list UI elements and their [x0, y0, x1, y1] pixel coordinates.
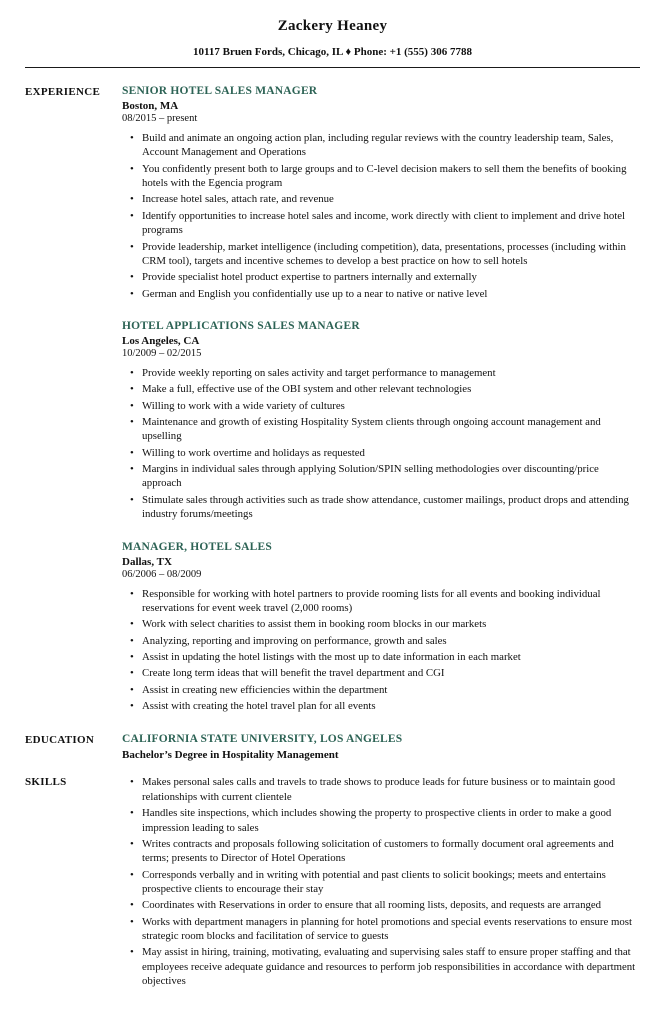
job-dates: 08/2015 – present	[122, 113, 198, 124]
bullet-item: • Work with select charities to assist them in booking room blocks in our markets	[128, 617, 640, 631]
job-location: Los Angeles, CA	[122, 334, 200, 347]
bullet-item: • Identify opportunities to increase hotel sales and income, work directly with client to implement and drive hotel programs	[128, 209, 640, 238]
experience-content	[122, 85, 640, 719]
job-bullet-list	[128, 366, 640, 522]
experience-section	[25, 85, 640, 719]
bullet-item: • Willing to work overtime and holidays as requested	[128, 446, 640, 460]
bullet-item: • Margins in individual sales through applying Solution/SPIN selling methodologies over discounting/price approach	[128, 462, 640, 491]
contact-line: 10117 Bruen Fords, Chicago, IL ♦ Phone: +1 (555) 306 7788	[193, 46, 472, 58]
bullet-item: • German and English you confidentially use up to a near to native or native level	[128, 287, 640, 301]
degree-name: Bachelor’s Degree in Hospitality Management	[122, 749, 339, 762]
candidate-name: Zackery Heaney	[277, 18, 388, 34]
skills-bullet-list	[128, 775, 640, 988]
bullet-item: • Coordinates with Reservations in order to ensure that all rooming lists, deposits, and requests are arranged	[128, 898, 640, 912]
bullet-item: • You confidently present both to large groups and to C-level decision makers to sell them the benefits of booking hotels with the Egencia program	[128, 162, 640, 191]
bullet-item: • Assist with creating the hotel travel plan for all events	[128, 699, 640, 713]
education-section	[25, 733, 640, 761]
bullet-item: • Provide leadership, market intelligence (including competition), data, presentations, processes (including within CRM tool), targets and incentive schemes to develop a best practice on how to sell hotels	[128, 240, 640, 269]
job-entry	[122, 541, 640, 714]
bullet-item: • Corresponds verbally and in writing with potential and past clients to solicit bookings; meets and entertains prospective clients to encourage their stay	[128, 868, 640, 897]
job-dates: 10/2009 – 02/2015	[122, 347, 202, 359]
section-label-experience: EXPERIENCE	[25, 86, 101, 98]
bullet-item: • Assist in creating new efficiencies within the department	[128, 683, 640, 697]
bullet-item: • Works with department managers in planning for hotel promotions and special events reservations to ensure most strategic room blocks and facilitation of service to guests	[128, 915, 640, 944]
job-location: Dallas, TX	[122, 555, 172, 568]
bullet-item: • Build and animate an ongoing action plan, including regular reviews with the country leadership team, Sales, Account Management and Operations	[128, 131, 640, 160]
section-label-skills: SKILLS	[25, 776, 67, 789]
school-name: CALIFORNIA STATE UNIVERSITY, LOS ANGELES	[122, 733, 403, 746]
job-bullet-list	[128, 131, 640, 301]
bullet-item: • Create long term ideas that will benefit the travel department and CGI	[128, 666, 640, 680]
job-location: Boston, MA	[122, 100, 179, 112]
job-entry	[122, 85, 640, 301]
bullet-item: • Stimulate sales through activities such as trade show attendance, customer mailings, product drops and attending industry forums/meetings	[128, 493, 640, 522]
job-entry	[122, 320, 640, 522]
bullet-item: • Willing to work with a wide variety of cultures	[128, 399, 640, 413]
header-divider	[25, 67, 640, 68]
bullet-item: • Increase hotel sales, attach rate, and revenue	[128, 192, 640, 206]
resume-header	[25, 10, 640, 58]
section-label-education: EDUCATION	[25, 734, 95, 747]
bullet-item: • Analyzing, reporting and improving on performance, growth and sales	[128, 634, 640, 648]
bullet-item: • Responsible for working with hotel partners to provide rooming lists for all events and booking individual reservations for event week travel (2,000 rooms)	[128, 587, 640, 616]
skills-content	[122, 775, 640, 990]
bullet-item: • Handles site inspections, which includes showing the property to prospective clients in order to make a good impression leading to sales	[128, 806, 640, 835]
bullet-item: • Provide specialist hotel product expertise to partners internally and externally	[128, 270, 640, 284]
job-dates: 06/2006 – 08/2009	[122, 568, 202, 580]
bullet-item: • Writes contracts and proposals following solicitation of customers to formally document oral agreements and terms; presents to Director of Hotel Operations	[128, 837, 640, 866]
bullet-item: • Provide weekly reporting on sales activity and target performance to management	[128, 366, 640, 380]
bullet-item: • Makes personal sales calls and travels to trade shows to produce leads for future business or to maintain good relationships with current clientele	[128, 775, 640, 804]
job-bullet-list	[128, 587, 640, 714]
job-title: HOTEL APPLICATIONS SALES MANAGER	[122, 319, 360, 332]
skills-section	[25, 775, 640, 990]
job-title: SENIOR HOTEL SALES MANAGER	[122, 85, 318, 97]
bullet-item: • May assist in hiring, training, motivating, evaluating and supervising sales staff to ensure proper staffing and that employees receive adequate guidance and resources to perform job responsibilities in accordance with department objectives	[128, 945, 640, 988]
job-title: MANAGER, HOTEL SALES	[122, 540, 273, 553]
bullet-item: • Assist in updating the hotel listings with the most up to date information in each market	[128, 650, 640, 664]
bullet-item: • Maintenance and growth of existing Hospitality System clients through ongoing account management and upselling	[128, 415, 640, 444]
education-content	[122, 733, 640, 761]
bullet-item: • Make a full, effective use of the OBI system and other relevant technologies	[128, 382, 640, 396]
